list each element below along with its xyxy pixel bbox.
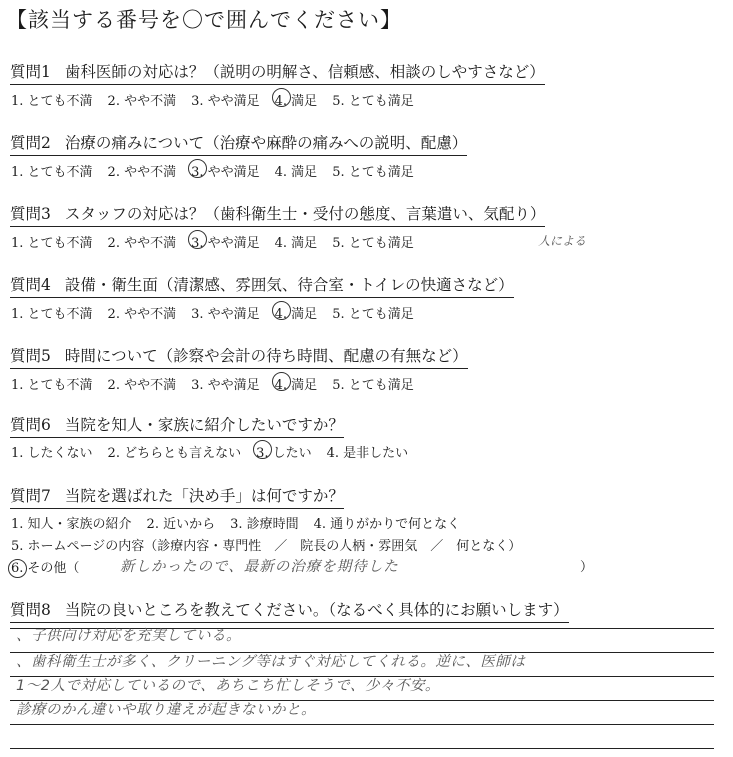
question-number: 質問6 xyxy=(10,416,51,434)
option-4[interactable]: 4. 満足 xyxy=(275,374,318,393)
option-2[interactable]: 2. やや不満 xyxy=(107,236,177,251)
question-3-title xyxy=(10,202,545,227)
other-handwritten-text: 新しかったので、最新の治療を期待した xyxy=(120,559,399,575)
question-text: 設備・衛生面（清潔感、雰囲気、待合室・トイレの快適さなど） xyxy=(64,276,514,294)
question-number: 質問2 xyxy=(10,134,51,152)
option-5[interactable]: 5. とても満足 xyxy=(332,307,414,322)
question-8-title xyxy=(10,598,569,623)
option-5[interactable]: 5. とても満足 xyxy=(332,236,414,251)
question-2-title xyxy=(10,131,467,156)
answer-text: 、歯科衛生士が多く、クリーニング等はすぐ対応してくれる。逆に、医師は xyxy=(16,654,526,670)
option-3[interactable]: 3. やや満足 xyxy=(191,307,260,322)
option-5[interactable]: 5. とても満足 xyxy=(332,378,414,393)
option-5[interactable]: 5. とても満足 xyxy=(332,165,414,180)
option-item[interactable]: 5. ホームページの内容（診療内容・専門性 ／ 院長の人柄・雰囲気 ／ 何となく） xyxy=(11,539,522,554)
option-2[interactable]: 2. やや不満 xyxy=(107,165,177,180)
option-item[interactable]: 3. 診療時間 xyxy=(230,517,299,532)
answer-line xyxy=(10,724,714,725)
option-4[interactable]: 4. 満足 xyxy=(275,90,318,109)
question-3-options xyxy=(11,232,429,251)
question-number: 質問7 xyxy=(10,487,51,505)
answer-text: 診療のかん違いや取り違えが起きないかと。 xyxy=(16,702,316,718)
question-number: 質問8 xyxy=(10,601,51,619)
option-item[interactable]: 1. 知人・家族の紹介 xyxy=(11,517,132,532)
option-2[interactable]: 2. やや不満 xyxy=(107,378,177,393)
question-4-options xyxy=(11,303,429,322)
question-text: スタッフの対応は？（歯科衛生士・受付の態度、言葉遣い、気配り） xyxy=(64,205,546,223)
option-2[interactable]: 2. どちらとも言えない xyxy=(107,446,242,461)
question-6-options xyxy=(11,442,423,461)
question-number: 質問3 xyxy=(10,205,51,223)
question-2-options xyxy=(11,161,429,180)
question-text: 時間について（診察や会計の待ち時間、配慮の有無など） xyxy=(64,347,468,365)
question-1-options xyxy=(11,90,429,109)
option-3[interactable]: 3. やや満足 xyxy=(191,161,260,180)
option-2[interactable]: 2. やや不満 xyxy=(107,307,177,322)
option-1[interactable]: 1. とても不満 xyxy=(11,165,93,180)
answer-line xyxy=(10,748,714,749)
question-text: 治療の痛みについて（治療や麻酔の痛みへの説明、配慮） xyxy=(64,134,468,152)
handwritten-note: 人による xyxy=(538,234,587,248)
question-4-title xyxy=(10,273,514,298)
question-7-options-row-2 xyxy=(11,535,536,554)
option-4[interactable]: 4. 満足 xyxy=(274,236,318,251)
page-header: 【該当する番号を〇で囲んでください】 xyxy=(6,8,402,32)
option-3[interactable]: 3. やや満足 xyxy=(191,94,260,109)
question-number: 質問5 xyxy=(10,347,51,365)
option-1[interactable]: 1. とても不満 xyxy=(11,378,93,393)
option-4[interactable]: 4. 是非したい xyxy=(326,446,409,461)
option-item[interactable]: 2. 近いから xyxy=(146,517,216,532)
question-text: 当院を選ばれた「決め手」は何ですか？ xyxy=(64,487,344,505)
question-text: 当院を知人・家族に紹介したいですか？ xyxy=(64,416,344,434)
other-number: 6. xyxy=(11,561,24,576)
option-4[interactable]: 4. 満足 xyxy=(274,165,318,180)
question-5-options xyxy=(11,374,429,393)
option-2[interactable]: 2. やや不満 xyxy=(107,94,177,109)
answer-text: 1～2人で対応しているので、あちこち忙しそうで、少々不安。 xyxy=(16,678,440,694)
other-close-paren: ） xyxy=(580,560,594,575)
question-number: 質問4 xyxy=(10,276,51,294)
question-1-title xyxy=(10,60,545,85)
question-6-title xyxy=(10,413,344,438)
option-item[interactable]: 4. 通りがかりで何となく xyxy=(313,517,461,532)
option-5[interactable]: 5. とても満足 xyxy=(332,94,414,109)
question-text: 当院の良いところを教えてください。（なるべく具体的にお願いします） xyxy=(64,601,569,619)
option-3[interactable]: 3. やや満足 xyxy=(191,232,260,251)
option-3[interactable]: 3. したい xyxy=(256,442,312,461)
option-1[interactable]: 1. したくない xyxy=(11,446,93,461)
other-label: その他（ xyxy=(27,561,80,576)
question-7-title xyxy=(10,484,344,509)
option-1[interactable]: 1. とても不満 xyxy=(11,94,93,109)
question-number: 質問1 xyxy=(10,63,51,81)
answer-text: 、子供向け対応を充実している。 xyxy=(16,628,241,644)
option-1[interactable]: 1. とても不満 xyxy=(11,236,93,251)
question-5-title xyxy=(10,344,468,369)
other-option[interactable] xyxy=(11,557,79,576)
question-text: 歯科医師の対応は？（説明の明解さ、信頼感、相談のしやすさなど） xyxy=(64,63,545,81)
question-7-options-row-1 xyxy=(11,513,475,532)
option-4[interactable]: 4. 満足 xyxy=(275,303,318,322)
option-3[interactable]: 3. やや満足 xyxy=(191,378,260,393)
option-1[interactable]: 1. とても不満 xyxy=(11,307,93,322)
